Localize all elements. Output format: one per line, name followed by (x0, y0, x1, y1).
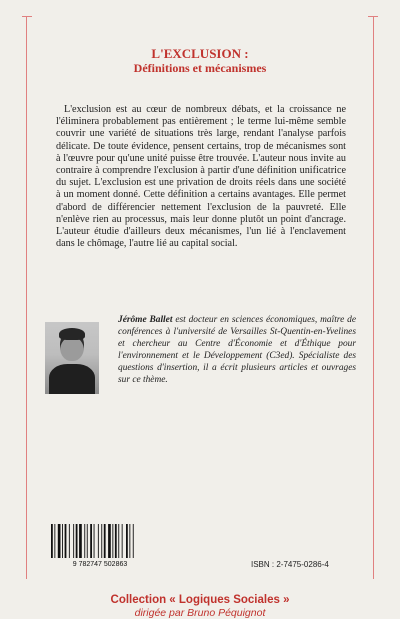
book-subtitle: Définitions et mécanismes (133, 61, 267, 75)
collection-director: dirigée par Bruno Péquignot (134, 607, 266, 619)
collection-footer (0, 594, 400, 619)
barcode (45, 522, 155, 568)
isbn-label: ISBN : 2-7475-0286-4 (251, 560, 329, 569)
author-bio (118, 314, 356, 386)
book-title: L'EXCLUSION : (151, 46, 249, 61)
barcode-number: 9 782747 502863 (72, 561, 128, 568)
back-cover-description (56, 104, 346, 250)
description-paragraph: L'exclusion est au cœur de nombreux débats, et la croissance ne l'éliminera probablement pas entièrement ; le terme lui-même semble couvrir une variété de situations très large, rendant l'analyse parfois délicate. De toute évidence, pensent certains, trop de mécanismes sont à l'œuvre pour qu'une unité puisse être trouvée. L'auteur nous invite au contraire à comprendre l'exclusion à partir d'une définition unificatrice du sujet. L'exclusion est une privation de droits réels dans une société à un moment donné. Cette définition a certains avantages. Elle permet d'abord de différencier nettement l'exclusion de la pauvreté. Elle n'enlève rien au processus, mais leur donne plutôt un point d'ancrage. L'auteur étudie d'ailleurs deux mécanismes, l'un lié à l'enclavement dans le chômage, l'autre lié au capital social. (56, 104, 346, 250)
frame-corner-right (368, 16, 378, 17)
book-title-block (0, 46, 400, 76)
frame-corner-left (22, 16, 32, 17)
author-photo (45, 322, 99, 394)
cover-frame (26, 16, 374, 579)
author-bio-text: est docteur en sciences économiques, maître de conférences à l'université de Versailles St-Quentin-en-Yvelines et chercheur au Centre d'Économie et d'Éthique pour l'environnement et le Développement (C3ed). Spécialiste des questions d'insertion, il a écrit plusieurs articles et ouvrages sur ce thème. (118, 315, 356, 385)
collection-name: Collection « Logiques Sociales » (110, 594, 290, 606)
author-name: Jérôme Ballet (118, 315, 173, 325)
